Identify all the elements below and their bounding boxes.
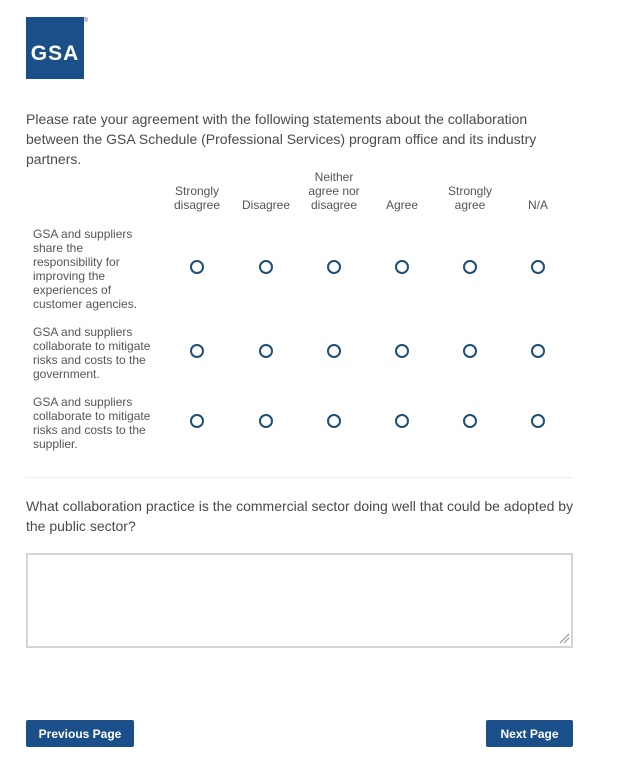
matrix-column-headers (0, 170, 626, 216)
radio-option[interactable] (463, 344, 477, 358)
column-header (308, 170, 359, 212)
row-label-line: responsibility for (33, 255, 120, 269)
column-header-line: Disagree (241, 198, 291, 212)
row-label-line: customer agencies. (33, 297, 138, 311)
row-label-line: collaborate to mitigate (33, 409, 151, 423)
row-label-line: experiences of (33, 283, 112, 297)
column-header-line: disagree (173, 198, 221, 212)
row-label-line: GSA and suppliers (33, 395, 133, 409)
radio-option[interactable] (259, 414, 273, 428)
column-header-line: Strongly (447, 184, 493, 198)
radio-option[interactable] (259, 260, 273, 274)
row-label-line: risks and costs to the (33, 423, 146, 437)
row-label-line: risks and costs to the (33, 353, 146, 367)
radio-option[interactable] (531, 414, 545, 428)
logo-text: GSA (30, 42, 80, 65)
column-header-line: Agree (385, 198, 419, 212)
section-divider (26, 477, 573, 478)
row-label-line: GSA and suppliers (33, 325, 133, 339)
column-header-line: agree nor (308, 184, 360, 198)
gsa-logo (26, 17, 87, 79)
radio-option[interactable] (327, 260, 341, 274)
radio-option[interactable] (395, 260, 409, 274)
column-header-line: N/A (527, 198, 549, 212)
question-2-text: What collaboration practice is the commercial sector doing well that could be adopted by the public sector? (26, 498, 574, 534)
resize-grip-icon[interactable] (559, 633, 570, 644)
radio-option[interactable] (327, 344, 341, 358)
row-label-line: improving the (33, 269, 106, 283)
column-header (242, 198, 290, 212)
radio-option[interactable] (463, 260, 477, 274)
radio-option[interactable] (463, 414, 477, 428)
column-header-line: Neither (314, 170, 354, 184)
matrix-row-label (33, 227, 161, 311)
column-header-line: Strongly (174, 184, 220, 198)
radio-option[interactable] (190, 344, 204, 358)
registered-mark: ® (83, 18, 89, 24)
row-label-line: GSA and suppliers (33, 227, 133, 241)
radio-option[interactable] (531, 344, 545, 358)
row-label-line: government. (33, 367, 100, 381)
matrix-row-label (33, 325, 161, 381)
radio-option[interactable] (190, 414, 204, 428)
column-header-line: agree (454, 198, 486, 212)
collaboration-practice-textarea[interactable] (26, 553, 573, 648)
column-header (528, 198, 548, 212)
radio-option[interactable] (190, 260, 204, 274)
column-header (386, 198, 418, 212)
radio-option[interactable] (395, 344, 409, 358)
row-label-line: collaborate to mitigate (33, 339, 151, 353)
column-header (174, 184, 220, 212)
column-header-line: disagree (310, 198, 358, 212)
previous-page-button[interactable]: Previous Page (26, 720, 134, 747)
column-header (448, 184, 492, 212)
question-1-text: Please rate your agreement with the following statements about the collaboration between the GSA Schedule (Professional Services) program office and its industry partners. (26, 111, 537, 167)
radio-option[interactable] (259, 344, 273, 358)
row-label-line: supplier. (33, 437, 78, 451)
matrix-row-label (33, 395, 161, 451)
radio-option[interactable] (531, 260, 545, 274)
row-label-line: share the (33, 241, 84, 255)
radio-option[interactable] (327, 414, 341, 428)
radio-option[interactable] (395, 414, 409, 428)
next-page-button[interactable]: Next Page (486, 720, 573, 747)
